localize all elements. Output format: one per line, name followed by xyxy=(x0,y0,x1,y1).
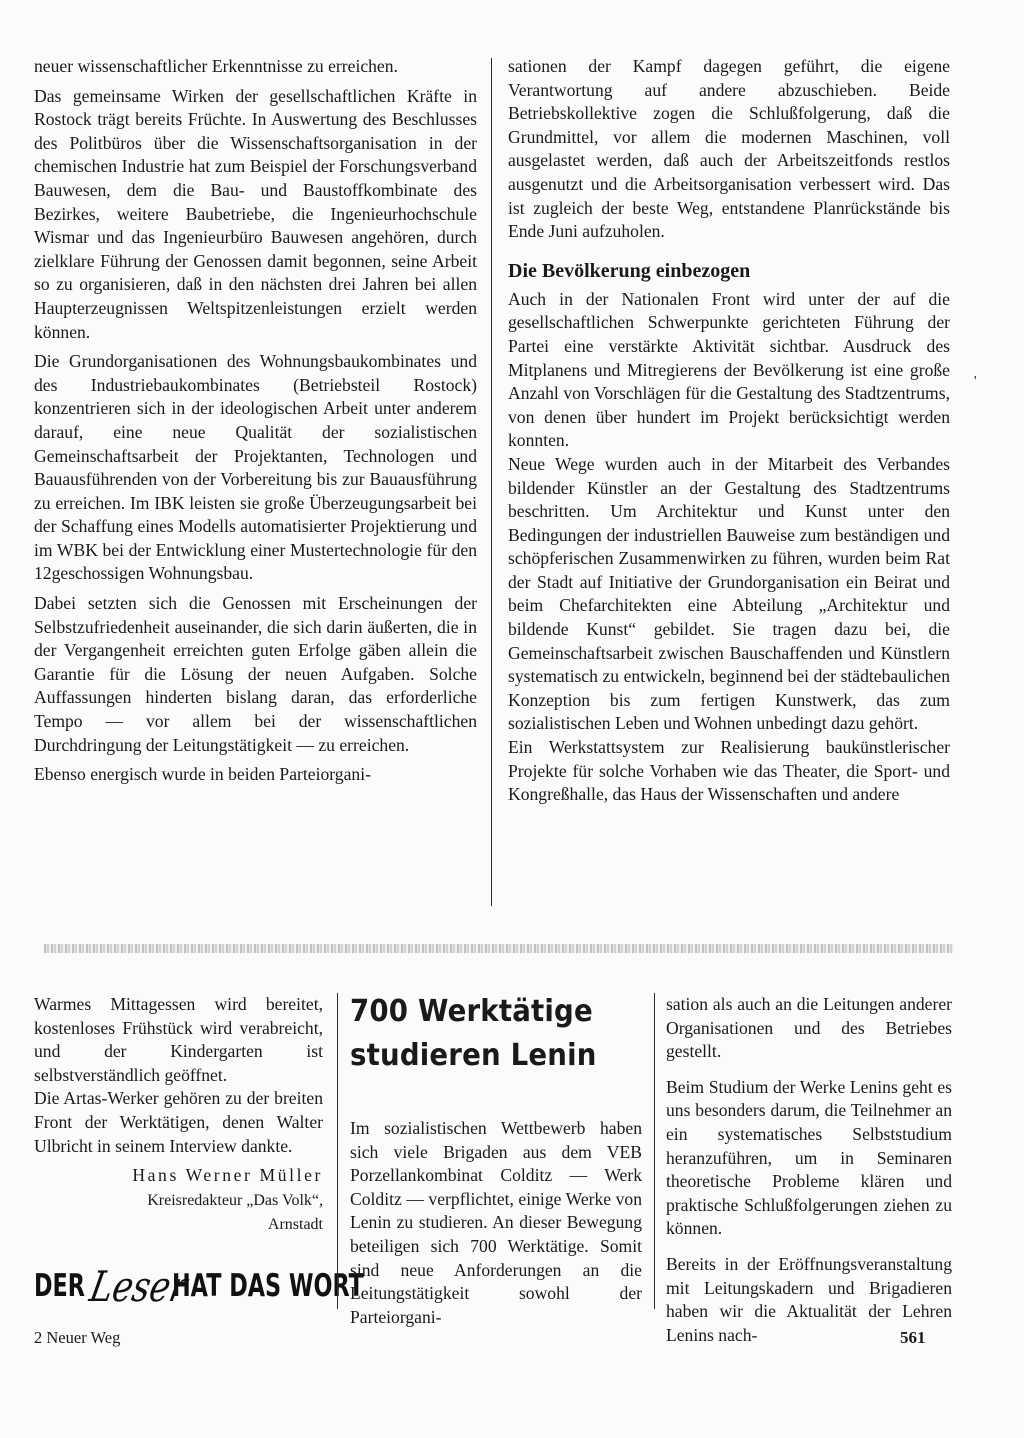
page-number: 561 xyxy=(900,1328,926,1347)
paragraph: Ein Werkstattsystem zur Realisierung baukünstlerischer Projekte für solche Vorhaben wie das Theater, die Sport- und Kongreßhalle, das Haus der Wissenschaften und andere xyxy=(508,737,950,805)
author-location: Arnstadt xyxy=(267,1216,323,1234)
section-heading: Die Bevölkerung einbezogen xyxy=(508,259,751,282)
rubric-script: Leser xyxy=(85,1261,191,1311)
column-divider xyxy=(491,58,492,906)
paragraph: Im sozialistischen Wettbewerb haben sich viele Brigaden aus dem VEB Porzellankombinat Colditz — Werk Colditz — verpflichtet, einige Werke von Lenin zu studieren. An dieser Bewegung beteiligen sich 700 Werktätige. Somit sind neue Anforderungen an die Leitungstätigkeit sowohl der Parteiorgani- xyxy=(350,1118,642,1327)
paragraph: Neue Wege wurden auch in der Mitarbeit des Verbandes bildender Künstler an der Gestaltung des Stadtzentrums beschritten. Um Architektur und Kunst unter den Bedingungen der industriellen Bauweise zum beständigen und schöpferischen Zusammenwirken zu führen, wurden beim Rat der Stadt auf Initiative der Grundorganisation ein Beirat und beim Chefarchitekten eine Abteilung „Architektur und bildende Kunst“ gebildet. Sie tragen dazu bei, die Gemeinschaftsarbeit zwischen Bauschaffenden und Künstlern systematisch zu entwickeln, beginnend bei der städtebaulichen Konzeption bis zum fertigen Kunstwerk, das zum sozialistischen Leben und Wohnen unbedingt dazu gehört. xyxy=(508,453,950,734)
paragraph: Bereits in der Eröffnungsveranstaltung mit Leitungskadern und Brigadieren haben wir die Aktualität der Lehren Lenins nach- xyxy=(666,1253,952,1345)
title-line: studieren Lenin xyxy=(350,1038,597,1073)
bottom-right-column xyxy=(666,993,952,1347)
paragraph: Dabei setzten sich die Genossen mit Erscheinungen der Selbstzufriedenheit auseinander, die sich darin äußerten, die in der Vergangenheit erreichten guten Erfolge gäben allein die Garantie für die Lösung der neuen Aufgaben. Solche Auffassungen hinderten bislang daran, das erforderliche Tempo — vor allem bei der wissenschaftlichen Durchdringung der Leitungstätigkeit — zu erreichen. xyxy=(34,593,477,755)
top-right-column xyxy=(508,55,950,807)
footer-publication: 2 Neuer Weg xyxy=(34,1328,121,1347)
paragraph: Warmes Mittagessen wird bereitet, kostenloses Frühstück wird verabreicht, und der Kindergarten ist selbstverständlich geöffnet. xyxy=(34,994,323,1085)
top-left-column xyxy=(34,55,477,787)
author-role: Kreisredakteur „Das Volk“, xyxy=(147,1191,323,1209)
rubric-part-2: HAT DAS WORT xyxy=(172,1268,364,1304)
column-divider xyxy=(654,993,655,1309)
paragraph: sationen der Kampf dagegen geführt, die eigene Verantwortung auf andere abzuschieben. Beide Betriebskollektive zogen die Schlußfolgerung, daß die Grundmittel, vor allem die modernen Maschinen, voll ausgelastet werden, daß auch der Arbeitszeitfonds restlos ausgenutzt und die Arbeitsorganisation verbessert wird. Das ist zugleich der beste Weg, entstandene Planrückstände bis Ende Juni aufzuholen. xyxy=(508,56,950,242)
paragraph: Ebenso energisch wurde in beiden Parteiorgani- xyxy=(34,764,371,785)
article-title xyxy=(350,990,626,1078)
paragraph: Das gemeinsame Wirken der gesellschaftlichen Kräfte in Rostock trägt bereits Früchte. In Auswertung des Beschlusses des Politbüros über die Wissenschaftsorganisation in der chemischen Industrie hat zum Beispiel der Forschungsverband Bauwesen, dem die Bau- und Baustoffkombinate des Bezirkes, weitere Baubetriebe, die Ingenieurhochschule Wismar und das Ingenieurbüro Bauwesen angehören, durch zielklare Führung der Genossen damit begonnen, seine Arbeit so zu organisieren, daß in den nächsten drei Jahren bei allen Haupterzeugnissen Weltspitzenleistungen erzielt werden können. xyxy=(34,85,477,342)
author-name: Hans Werner Müller xyxy=(132,1165,323,1186)
bottom-middle-column xyxy=(350,1117,642,1329)
paragraph: Die Grundorganisationen des Wohnungsbaukombinates und des Industriebaukombinates (Betriebsteil Rostock) konzentrieren sich in der ideologischen Arbeit unter anderem darauf, eine neue Qualität der sozialistischen Gemeinschaftsarbeit der Projektanten, Technologen und Bauausführenden von der Vorbereitung bis zur Bauausführung zu erreichen. Im IBK leisten sie große Überzeugungsarbeit bei der Schaffung eines Modells automatisierter Projektierung und im WBK bei der Entwicklung einer Mustertechnologie für den 12geschossigen Wohnungsbau. xyxy=(34,351,477,584)
paragraph: Auch in der Nationalen Front wird unter der auf die gesellschaftlichen Schwerpunkte gerichteten Führung der Partei eine verstärkte Aktivität sichtbar. Ausdruck des Mitplanens und Mitregierens der Bevölkerung ist eine große Anzahl von Vorschlägen für die Gestaltung des Stadtzentrums, von denen über hundert im Projekt berücksichtigt werden konnten. xyxy=(508,288,950,451)
rubric-logo xyxy=(34,1256,364,1316)
title-line: 700 Werktätige xyxy=(350,994,593,1029)
bottom-left-column xyxy=(34,993,323,1237)
section-separator-band xyxy=(44,944,954,953)
paragraph: sation als auch an die Leitungen anderer Organisationen und des Betriebes gestellt. xyxy=(666,994,952,1062)
margin-mark: ' xyxy=(974,374,977,389)
paragraph: Beim Studium der Werke Lenins geht es uns besonders darum, die Teilnehmer an ein systematisches Selbststudium heranzuführen, um in Seminaren theoretische Probleme klären und praktische Schlußfolgerungen ziehen zu können. xyxy=(666,1076,952,1239)
column-divider xyxy=(337,993,338,1309)
paragraph: neuer wissenschaftlicher Erkenntnisse zu erreichen. xyxy=(34,56,398,76)
rubric-part-1: DER xyxy=(34,1268,85,1304)
paragraph: Die Artas-Werker gehören zu der breiten Front der Werktätigen, denen Walter Ulbricht in seinem Interview dankte. xyxy=(34,1088,323,1156)
byline xyxy=(34,1164,323,1237)
